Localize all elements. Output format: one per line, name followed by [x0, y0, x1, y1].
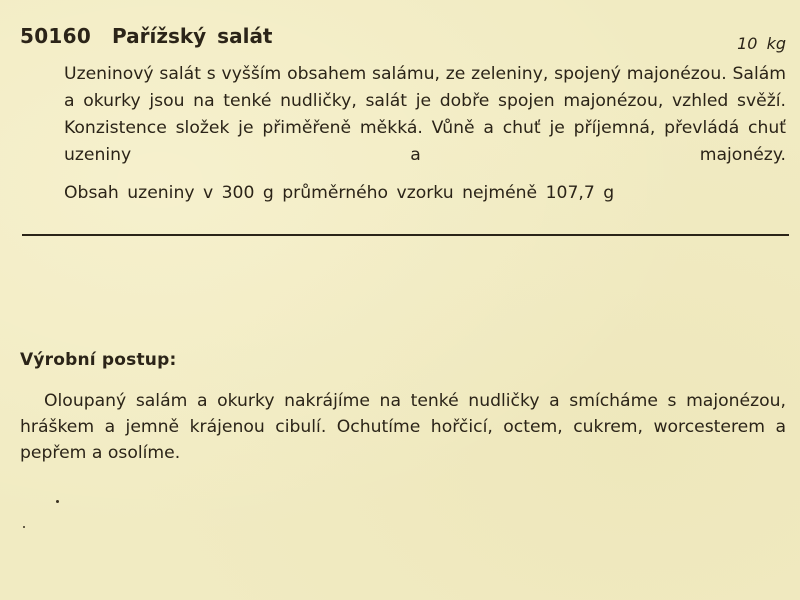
procedure-text: Oloupaný salám a okurky nakrájíme na tenké nudličky a smícháme s majonézou, hráškem a jemně krájenou cibulí. Ochutíme hořčicí, octem, cukrem, worcesterem a pepřem a osolíme.: [20, 391, 786, 463]
recipe-header: [20, 24, 786, 54]
paper-speck: [56, 500, 59, 503]
recipe-description: Uzeninový salát s vyšším obsahem salámu, ze zeleniny, spojený majonézou. Salám a okurky jsou na tenké nudličky, salát je dobře spojen majonézou, vzhled svěží. Konzistence složek je přiměřeně měkká. Vůně a chuť je příjemná, převládá chuť uzeniny a majonézy.: [64, 64, 786, 165]
procedure-heading: Výrobní postup:: [20, 350, 177, 370]
recipe-code: 50160: [20, 24, 92, 48]
recipe-yield: 10 kg: [737, 34, 786, 53]
paper-speck: [23, 526, 25, 528]
recipe-title: Pařížský salát: [112, 24, 273, 48]
meat-content-line: Obsah uzeniny v 300 g průměrného vzorku nejméně 107,7 g: [64, 183, 615, 203]
section-divider: [22, 234, 789, 236]
